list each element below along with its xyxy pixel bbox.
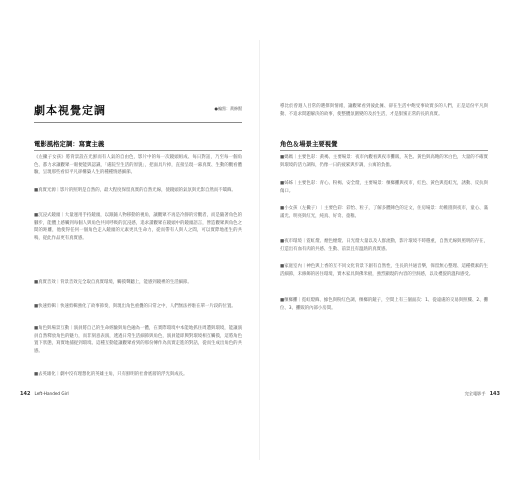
- right-page: [260, 0, 520, 500]
- paragraph: ■沉浸式鏡頭｜大量運用手持鏡頭，以跟隨人物移動的視角，讓觀眾不再是冷靜的旁觀者，而是隨著角色的腳步，能體上感觸到每個人與角色共同呼吸的沉浸感，追求讀觀眾在鏡頭中的鏡頭語言，營造觀眾與角色之間的距離，他使得任何一個角色走入鏡頭的元素更具生命力，從而帶有人與人之間，可以實際地產生的共鳴，從此作品更有真實感。: [34, 213, 242, 241]
- page-number: 143: [489, 391, 500, 397]
- folio-right: [465, 391, 500, 397]
- section-divider: [280, 150, 488, 151]
- paragraph: ■真實音效｜背景音效完全取自真實環境，觸摸聲聽上，能感到鏡裡的生活細節。: [34, 280, 192, 285]
- paragraph: ■去英雄化｜劇中沒有理想化的英雄主角，只有鮮明的社會底層的浮光與成長。: [34, 372, 188, 377]
- paragraph: ■檳榔攤｜霓虹燈飾、綠色與粉紅色調，檳榔的鏡子，空間上有三個面次：1、從遠處的交易與照樓、2、攤位、3、攤販的內部小房間。: [280, 298, 488, 311]
- folio-left: [20, 391, 69, 397]
- title-divider: [34, 122, 242, 123]
- paragraph: ■真實光源｜影片的照明是自然的，最大程度保留真實的自然光線，使鏡頭的氣氛與光影自然而不矯飾。: [34, 188, 236, 193]
- section-title-visuals: 角色＆場景主要視覺: [280, 140, 338, 148]
- section-divider: [34, 150, 242, 151]
- paragraph: ■夜市環境｜霓虹燈、煙色煙燈、日光燈大量以及人群流動，影片環境不時穩重，自然光線與照明的存在，打造出有血有肉的共感、生動、前景且有溫熱的真實感。: [280, 239, 488, 252]
- paragraph: ■媽媽｜主要色彩：黃褐、主要場景：夜市內觀看與夜市攤販，灰色、黃色與高飽的米白色，大量的不確實與環境的活力調和，仍像一日的疲累與步調，公寓的負擔。: [280, 155, 488, 168]
- section-title-film-style: 電影風格定調：寫實主義: [34, 140, 105, 148]
- title-row: [34, 102, 242, 116]
- paragraph: ■家庭室內｜神色與上香的互不同文化背景下創有自然性，生長的共通音樂，保留無心整理、這種樸素的生活細節，未修飾的居住環境，實木家具與佛米板，強烈顯現的內容的空洞感，以及禮貌的溫和感受。: [280, 264, 488, 277]
- author-credit: ●編寫：黃修賢: [214, 106, 242, 111]
- paragraph: ■姊姊｜主要色彩：青心、粉褐、安全燈，主要場景：檳榔攤與夜市，紅色、黃色與霓虹光，誘動、反抗與傷口。: [280, 181, 488, 194]
- running-footer: Left-Handed Girl: [34, 391, 69, 396]
- page-title: 劇本視覺定調: [34, 104, 106, 117]
- paragraph: ■小女孩（左撇子）｜主要色彩：彩怡、粒子，了解多體陳色的定文，住房場景：幼稚園與夜市，童心、滿滿光、明亮與紅光，純真、好奇、童稚。: [280, 206, 488, 219]
- page-number: 142: [20, 391, 31, 397]
- intro-paragraph: 導比於曾週人目常的選擇與情緒，讓觀眾看到彼此擁、卻在生活中飽受事故實多的人們，正是這份平凡與動、不追求問題解決的故事，使整體氛圍變的及於生活，才是甜蜜正常的長的真實。: [280, 104, 488, 117]
- paragraph: 《左撇子女孩》將背景設在光鮮而有人氣的自由色，影片中的每一次鏡頭組成、每日對話，乃至每一個角色、都力求讓觀眾一眼便能與認識，「處院至生活的原貌」，把面具片掉，直接呈現一幕真實、生動的觀看體驗，呈現那些看似平凡卻構築人生的種種情感細節。: [34, 155, 242, 176]
- paragraph: ■角色與場景互動｜演員將自己的生命經驗與角色融為一體，在實際環境中本能地抓住周遭與環境，能讓演員自然釋放角色的魅力，而非刻意表演，透過日常生活細節與角色，演員能即興對環境相互觸摸，這將角色置下狀態，寫實地捕捉到環境、這種互動能讓觀眾看到的那份傳作為真實走進的對話，從而生成出角色的共感。: [34, 326, 242, 354]
- running-footer: 完全電影手: [464, 391, 486, 396]
- paragraph: ■快速剪輯｜快速剪輯強化了故事節奏，與現出角色重疊的日常之中，人們無法停駐在單一片段的位置。: [34, 304, 236, 309]
